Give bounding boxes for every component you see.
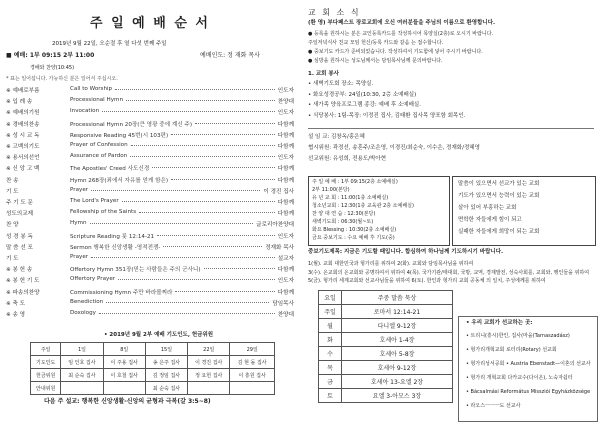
order-item-detail: Invocation [70,108,100,115]
leader-dots [131,145,275,146]
order-item-leader: 인도자 [277,88,294,94]
news-title: 교 회 소 식 [308,8,361,17]
order-item-detail: Offertory Prayer [70,276,116,283]
bulletin-title: 주 일 예 배 순 서 [90,16,210,31]
mission-item: • 헝가리성서공회 • Austria Ebenstadt—이혼의 선교사 [466,361,591,367]
order-item-name: ※ 예배로부름 [6,88,40,94]
schedule-line: 찬 양 대 연 습 : 12:30(본당) [312,211,376,217]
order-item-detail: Fellowship of the Saints [70,209,137,216]
intro-item: ● 중보기도 카드가 준비되었습니다. 작성하셔서 기도함에 넣어 주시기 바랍니다. [308,49,483,55]
duty-cell: 이 흥원 집사 [230,369,275,382]
order-item-name: 기 도 [6,256,19,262]
order-item-detail: Processional Hymn 20장(큰 영광 중에 계신 주) [70,121,193,128]
order-row [6,108,294,116]
reading-table [318,290,453,403]
prelude-note: 경배와 찬양(10:45) [30,65,75,71]
duty-cell: 임 인호 집사 [61,356,103,369]
verse-line: 실패한 자들에게 희망이 되는 교회 [458,229,540,235]
schedule-line: 유 년 교 회 : 11:00(1층 소예배실) [312,195,389,201]
schedule-line: 청소년교회 : 12:30(1층 교육관 2층 소예배실) [312,203,414,209]
leader-dots [204,268,275,269]
schedule-line: 화요 Blessing : 10:30(2층 소예배실) [312,227,397,233]
duty-cell: 안내위원 [31,382,61,395]
order-item-leader: 인도자 [277,155,294,162]
order-item-detail: Prayer [70,186,89,193]
reading-row [319,319,453,333]
order-row [6,254,294,262]
duty-header-cell: 15일 [145,343,187,356]
church-news-column [300,0,600,424]
next-sermon: 다음 주 설교: 행복한 신앙생활-신앙의 균형과 극복(갈 3:5~8) [44,398,211,405]
duty-cell: 정 요헌 집사 [188,369,230,382]
duty-cell: 이 주용 집사 [103,356,145,369]
order-row [6,232,294,240]
order-row [6,187,294,195]
preacher: 예배인도: 정 재화 목사 [200,52,260,59]
order-item-name: ※ 예배의기원 [6,110,40,117]
order-item-detail: Benediction [70,298,104,305]
leader-dots [91,257,275,258]
duty-header-cell: 주일 [31,343,61,356]
order-item-leader: 다함께 [277,121,294,128]
leader-dots [130,156,275,157]
order-item-leader: 다함께 [277,200,294,206]
order-item-name: ※ 봉 헌 기 도 [6,278,40,285]
mission-item: • 라오스ㅡㅡㅡ도 선교사 [466,403,521,409]
duty-cell [103,382,145,395]
schedule-line: 2부 11:00(본당) [312,187,350,193]
order-item-detail: Call to Worship [70,86,113,92]
order-item-name: 찬 양 [6,222,19,229]
duty-header-cell: 8일 [103,343,145,356]
order-row [6,176,294,184]
staff-line: 협시위원: 곽정선, 송혼주/조은영, 이경진/최순숙, 이수은, 정재화/정혜영 [308,145,480,151]
leader-dots [175,291,275,292]
reading-row [319,333,453,347]
reading-header-cell: 주중 말씀 묵상 [342,291,453,305]
reading-row [319,389,453,403]
reading-passage: 요엘 3-아모스 3장 [342,389,453,403]
leader-dots [118,279,275,280]
order-row [6,310,294,318]
reading-passage: 호세아 1-4장 [342,333,453,347]
duty-header-row [31,343,275,356]
verse-line: 살아 있어 부흥하는 교회 [458,205,517,211]
section1-title: 1. 교회 봉사 [308,71,339,77]
mission-title: • 우리 교회가 선교하는 곳: [466,320,533,326]
verse-line: 말씀이 있으면서 선교가 있는 교회 [458,181,540,187]
reading-day: 수 [319,347,342,361]
verse-line: 면학한 자들에게 힘이 되고 [458,217,522,223]
duty-cell [61,382,103,395]
reading-header-cell: 요일 [319,291,342,305]
order-item-leader: 다함께 [277,144,294,150]
order-item-detail: Commissioning Hymn 주만 바라볼찌라 [70,289,173,296]
order-item-leader: 다함께 [277,211,294,218]
news-item: • 새벽기도회 장소: 목양실. [308,81,374,87]
reading-passage: 호세아 9-12장 [342,361,453,375]
leader-dots [102,111,275,112]
leader-dots [99,313,275,314]
news-item: • 식당봉사: 1팀-목장: 이정진 집사, 김태환 집사목 양포함 회목인. [308,112,466,119]
duty-header-cell: 29일 [230,343,275,356]
order-row [6,198,294,206]
notice-small: * 표는 일어섭니다. 가능하신 분은 일어서 주십시오. [6,76,118,82]
schedule-line: 금요 중보기도 : 수요 예배 후 기도(중) [312,235,395,241]
order-item-leader: 설교자 [277,256,294,262]
mission-item: • 헝가리개혁교회 로터리(Rotary) 선교회 [466,347,557,353]
order-item-leader: 정재화 목사 [265,244,294,251]
order-item-name: ※ 용서의선언 [6,155,40,162]
order-row [6,209,294,217]
order-item-name: 성도의교제 [6,211,34,218]
order-item-leader: 인도자 [277,233,294,240]
leader-dots [152,167,275,168]
order-row [6,288,294,296]
order-item-leader: 다함께 [277,177,294,184]
order-item-detail: The Apostles' Creed 사도신경 [70,166,150,173]
leader-dots [171,134,275,135]
order-row [6,97,294,105]
order-item-leader: 다함께 [277,166,294,173]
order-row [6,276,294,284]
leader-dots [115,89,275,90]
news-item: • 새가족 양육프로그램 종강: 예배 후 소예배실. [308,102,421,108]
leader-dots [126,100,275,101]
schedule-line: 새벽기도회 : 06:30(월~토) [312,219,374,225]
duty-cell: 헌금위원 [31,369,61,382]
reading-passage: 로마서 12:14-21 [342,305,453,319]
order-item-leader: 다함께 [277,132,294,139]
order-item-name: ※ 경배의찬송 [6,121,40,128]
order-row [6,243,294,251]
order-row [6,142,294,150]
order-item-detail: Processional Hymn [70,97,124,104]
news-item: • 화요성경공부: 24일(10:30, 2층 소예배실) [308,91,417,98]
order-row [6,265,294,273]
intro-item: 주일저녁식사 친교 모임 헌신/등록 카드와 같음 는 접수합니다. [308,40,444,46]
duty-cell [188,382,230,395]
order-item-detail: Scripture Reading 룻 12:14-21 [70,233,155,240]
order-item-name: ※ 성 시 교 독 [6,132,40,139]
order-item-leader: 인도자 [277,278,294,285]
duty-cell: 이 호철 집사 [103,369,145,382]
staff-line: 설 임 교: 김창옥/홍은혜 [308,134,365,140]
order-item-name: 성 경 봉 독 [6,233,33,240]
leader-dots [90,223,253,224]
order-row [6,299,294,307]
prayer-item: 5(금). 헝가리 세계교회와 선교사님들을 위하여 6(토). 한인과 헝가리 교회 공동체 의 일치, 주성에께를 위하여 [308,278,546,284]
order-item-name: ※ 송 영 [6,312,26,318]
order-item-leader: 담임목사 [272,300,294,307]
order-item-detail: Prayer of Confession [70,142,128,148]
prayer-item: 1(월). 교회 대한민국과 헝가리를 위하여 2(화). 교회와 담임목사님을 위하여 [308,261,474,267]
duty-cell: 이 경진 집사 [188,356,230,369]
duty-cell: 최 순숙 집사 [61,369,103,382]
order-row [6,164,294,172]
duty-cell: 김 정임 집사 [145,369,187,382]
duty-cell: 최 순숙 집사 [145,382,187,395]
reading-row [319,375,453,389]
schedule-line: 주 일 예 배 : 1부 09:15(2층 소예배실) [312,179,398,185]
reading-day: 토 [319,389,342,403]
reading-day: 월 [319,319,342,333]
order-row [6,153,294,161]
reading-row [319,305,453,319]
prayer-item: 3(수). 온교회의 온교회와 공명하여서 위하여 4(목). 국가기관/태대회, 국방, 교역, 경제발전, 성숙사회를, 교회와, 행인들을 위하여 [308,269,590,276]
mission-item: • 트리니(흥시)한인, 집사(마을(Tarnaszadász) [466,333,570,339]
order-item-name: 기 도 [6,188,19,195]
leader-dots [139,212,275,213]
leader-dots [91,190,260,191]
order-item-name: ※ 축 도 [6,300,26,307]
verse-line: 기도가 있으면서 능력이 있는 교회 [458,193,540,199]
order-item-detail: Hymn 268장(죄에서 자유를 얻게 함은) [70,177,169,184]
leader-dots [163,246,262,247]
staff-line: 선교위원: 유성희, 전용도/박아현 [308,156,387,162]
order-row [6,220,294,228]
duty-row [31,369,275,382]
order-item-name: ※ 신 앙 고 백 [6,166,40,173]
duty-row [31,356,275,369]
leader-dots [122,201,275,202]
duty-table [30,342,275,395]
order-item-name: 말 씀 선 포 [6,244,33,251]
leader-dots [195,123,275,124]
duty-title: • 2019년 9월 2부 예배 기도인도, 헌금위원 [104,332,214,338]
order-item-name: ※ 고백의기도 [6,144,40,150]
order-item-name: 주 기 도 문 [6,200,33,206]
reading-passage: 호세아 13-요엘 2장 [342,375,453,389]
reading-row [319,347,453,361]
order-item-leader: 찬양대 [277,312,294,318]
duty-cell: 송 은주 집사 [145,356,187,369]
order-row [6,120,294,128]
order-item-name: ※ 입 례 송 [6,99,33,106]
duty-header-cell: 1일 [61,343,103,356]
order-item-detail: Sermon 행복한 신앙생활 -영적전쟁- [70,244,161,251]
order-item-leader: 이 경진 집사 [263,188,294,195]
reading-day: 목 [319,361,342,375]
order-item-leader: 글로리아찬양대 [256,222,294,229]
order-item-leader: 다함께 [277,267,294,274]
duty-cell: 기도인도 [31,356,61,369]
order-item-detail: Doxology [70,310,96,316]
duty-cell [230,382,275,395]
intro-item: ● 심방을 원하시는 성도님께서는 담임목사님께 문의바랍니다. [308,58,443,64]
order-item-detail: Offertory Hymn 351장(믿는 사람들은 주의 군사니) [70,267,201,274]
reading-day: 화 [319,333,342,347]
order-item-detail: Hymn [70,220,87,227]
mission-item: • 헝가리 개혁교회 다카교수(다이온), 노숙자쉼터 [466,375,573,381]
order-item-leader: 다함께 [277,289,294,296]
duty-cell: 김 현 돌 집사 [230,356,275,369]
leader-dots [157,235,275,236]
order-item-detail: Assurance of Pardon [70,153,128,160]
news-intro: (환 영) 부다페스트 장로교회에 오신 여러분들을 주님의 이름으로 환영합니다. [308,20,496,26]
reading-row [319,361,453,375]
order-item-detail: Responsive Reading 45번(시 103편) [70,132,169,139]
prayer-title: 중보기도제목: 지금은 기도할 때입니다. 합심하여 하나님께 기도하시기 바랍니다. [308,249,504,255]
reading-day: 주일 [319,305,342,319]
order-item-name: ※ 봉 헌 송 [6,267,33,274]
order-item-name: ※ 파송의찬양 [6,289,40,296]
mission-item: • Bácsalmási Református Missziói Egyházközsége [466,389,591,395]
order-item-name: 찬 송 [6,177,19,184]
reading-passage: 다니엘 9-12장 [342,319,453,333]
leader-dots [171,179,275,180]
service-time: ■ 예배: 1부 09:15 2부 11:00 [6,52,95,59]
duty-row [31,382,275,395]
intro-item: ● 등록을 원하시는 분은 교인등록카드를 작성하시어 목양실(2층)로 오시기 바랍니다. [308,31,494,37]
divider [308,128,594,129]
leader-dots [106,302,269,303]
order-item-leader: 찬양대 [277,99,294,106]
order-row [6,86,294,94]
order-item-detail: The Lord's Prayer [70,198,119,204]
reading-passage: 호세아 5-8장 [342,347,453,361]
order-item-detail: Prayer [70,254,89,260]
order-item-leader: 인도자 [277,110,294,117]
date-line: 2019년 9월 22일, 오순절 후 열 다섯 번째 주일 [52,41,167,47]
reading-header-row [319,291,453,305]
order-row [6,131,294,139]
reading-day: 금 [319,375,342,389]
duty-header-cell: 22일 [188,343,230,356]
